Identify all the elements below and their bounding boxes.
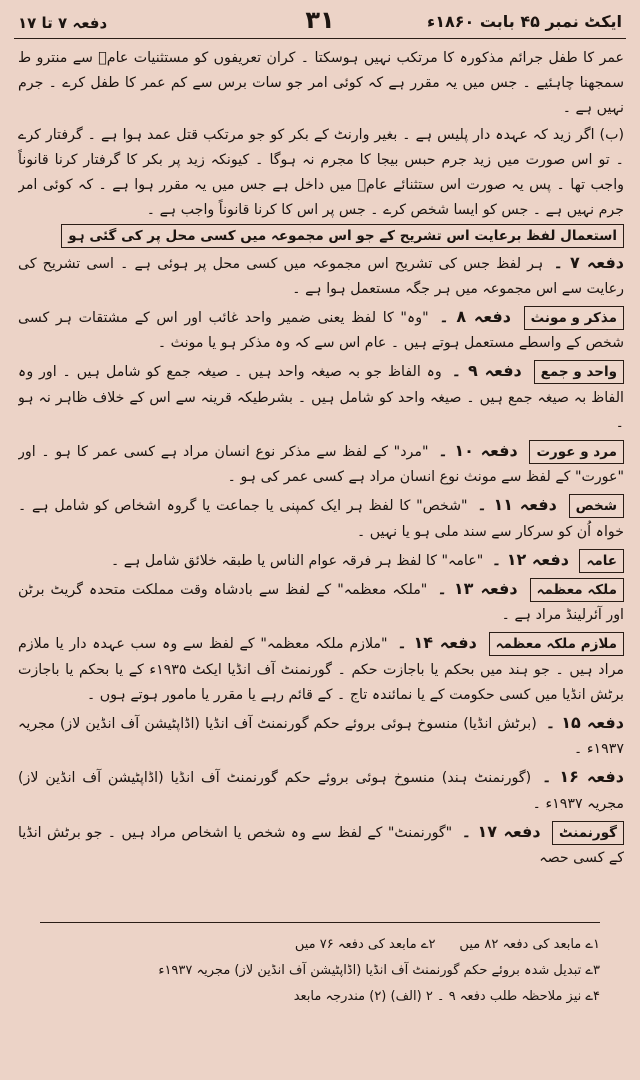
section-number: دفعہ ۱۳ ۔ xyxy=(437,579,518,599)
section-text: (گورنمنٹ ہند) منسوخ ہوئی بروئے حکم گورنمنٹ آف انڈیا (اڈاپٹیشن آف انڈین لاز) مجریہ ۱۹۳۷ء ۔ xyxy=(18,770,624,812)
section-label: ملکہ معظمہ xyxy=(530,578,624,602)
footnote-row xyxy=(40,932,600,958)
section-number: دفعہ ۱۱ ۔ xyxy=(477,495,557,515)
footnote: ۳ے تبدیل شدہ بروئے حکم گورنمنٹ آف انڈیا (اڈاپٹیشن آف انڈین لاز) مجریہ ۱۹۳۷ء xyxy=(158,963,600,978)
section-text: "ملکہ معظمہ" کے لفظ سے بادشاہ وقت مملکت متحدہ گریٹ برٹن اور آئرلینڈ مراد ہے ۔ xyxy=(18,582,624,624)
section-text: "وہ" کا لفظ یعنی ضمیر واحد غائب اور اس کے مشتقات ہر کسی شخص کے واسطے مستعمل ہوتے ہیں ۔ عام اس سے کہ وہ مذکر ہو یا مونث ۔ xyxy=(18,310,624,352)
section-number: دفعہ ۱۰ ۔ xyxy=(438,441,518,461)
section-label: شخص xyxy=(569,494,624,518)
section-label: مرد و عورت xyxy=(529,440,624,464)
section-label: استعمال لفظ برعایت اس تشریح کے جو اس مجموعہ میں کسی محل پر کی گئی ہو xyxy=(61,224,624,248)
section-number: دفعہ ۱۵ ۔ xyxy=(545,713,624,733)
section-text: "عامہ" کا لفظ ہر فرقہ عوام الناس یا طبقہ خلائق شامل ہے ۔ xyxy=(110,552,484,569)
section-9 xyxy=(18,358,624,436)
section-range: دفعہ ۷ تا ۱۷ xyxy=(18,14,108,32)
section-12 xyxy=(18,547,624,574)
section-text: "شخص" کا لفظ ہر ایک کمپنی یا جماعت یا گروہ اشخاص کو شامل ہے ۔ خواہ اُن کو سرکار سے سند ملی ہو یا نہیں ۔ xyxy=(18,498,624,540)
header-divider xyxy=(14,38,626,39)
act-title: ایکٹ نمبر ۴۵ بابت ۱۸۶۰ء xyxy=(427,12,622,31)
section-7 xyxy=(18,224,624,302)
page-header xyxy=(14,8,626,38)
section-text: "ملازم ملکہ معظمہ" کے لفظ سے وہ سب عہدہ دار یا ملازم مراد ہیں ۔ جو ہند میں بحکم یا باجازت حکم ۔ گورنمنٹ آف انڈیا ایکٹ ۱۹۳۵ء کے یا بحکم یا باجازت برٹش انڈیا میں کسی حکومت کے یا نمائندہ تاج ۔ کے قائم رہے یا مقرر یا مامور ہوتے ہوں ۔ xyxy=(18,636,624,703)
section-number: دفعہ ۸ ۔ xyxy=(439,307,511,327)
section-13 xyxy=(18,576,624,628)
footnote: ۱ے مابعد کی دفعہ ۸۲ میں xyxy=(459,937,600,952)
page-number: ۳۱ xyxy=(305,6,335,34)
body-text xyxy=(18,46,624,906)
section-10 xyxy=(18,438,624,490)
section-text: وہ الفاظ جو بہ صیغہ واحد ہیں ۔ صیغہ جمع کو شامل ہیں ۔ اور وہ الفاظ بہ صیغہ جمع ہیں ۔ صیغہ واحد کو شامل ہیں ۔ بشرطیکہ قرینہ سے اس کے خلاف ظاہر نہ ہو ۔ xyxy=(18,364,624,431)
section-label: واحد و جمع xyxy=(534,360,624,384)
section-label: گورنمنٹ xyxy=(552,821,624,845)
section-number: دفعہ ۱۶ ۔ xyxy=(542,767,624,787)
section-label: مذکر و مونث xyxy=(524,306,624,330)
section-15 xyxy=(18,710,624,762)
footnote-divider xyxy=(40,922,600,923)
section-8 xyxy=(18,304,624,356)
section-14 xyxy=(18,630,624,708)
section-number: دفعہ ۷ ۔ xyxy=(553,252,624,272)
footnote: ۲ے مابعد کی دفعہ ۷۶ میں xyxy=(294,937,436,952)
section-label: ملازم ملکہ معظمہ xyxy=(489,632,624,656)
footnotes xyxy=(40,932,600,1062)
footnote: ۴ے نیز ملاحظہ طلب دفعہ ۹ ۔ ۲ (الف) (۲) مندرجہ مابعد xyxy=(293,989,600,1004)
section-number: دفعہ ۱۷ ۔ xyxy=(461,821,541,841)
paragraph: عمر کا طفل جرائم مذکورہ کا مرتکب نہیں ہوسکتا ۔ کران تعریفوں کو مستثنیات عامؓ سے منترو ط سمجھنا چاہئیے ۔ جس میں یہ مقرر ہے کہ کوئی امر جو سات برس سے کم عمر کا طفل کرے ۔ جرم نہیں ہے ۔ xyxy=(18,50,624,117)
section-label: عامہ xyxy=(579,549,624,573)
section-16 xyxy=(18,764,624,816)
paragraph: (ب) اگر زید کہ عہدہ دار پلیس ہے ۔ بغیر وارنٹ کے بکر کو جو مرتکب قتل عمد ہوا ہے ۔ گرفتار کرے ۔ تو اس صورت میں زید جرم حبس بیجا کا مجرم نہ ہوگا ۔ کیونکہ زید پر بکر کا گرفتار کرنا قانوناً واجب تھا ۔ پس یہ صورت اس ستثنائے عامؓ میں داخل ہے جس میں یہ مقرر ہوا ہے ۔ کہ کوئی امر جرم نہیں ہے ۔ جس کو ایسا شخص کرے ۔ جس پر اس کا کرنا قانوناً واجب ہے ۔ xyxy=(18,126,624,219)
section-text: ہر لفظ جس کی تشریح اس مجموعہ میں کسی محل پر ہوئی ہے ۔ اسی تشریح کی رعایت سے اس مجموعہ میں ہر جگہ مستعمل ہوا ہے ۔ xyxy=(18,255,624,297)
section-text: "مرد" کے لفظ سے مذکر نوع انسان مراد ہے کسی عمر کا ہو ۔ اور "عورت" کے لفظ سے مونث نوع انسان مراد ہے کسی عمر کی ہو ۔ xyxy=(18,444,624,486)
section-number: دفعہ ۱۲ ۔ xyxy=(491,549,569,569)
section-text: "گورنمنٹ" کے لفظ سے وہ شخص یا اشخاص مراد ہیں ۔ جو برٹش انڈیا کے کسی حصہ xyxy=(18,824,624,867)
section-number: دفعہ ۱۴ ۔ xyxy=(397,633,477,653)
section-11 xyxy=(18,492,624,544)
section-17 xyxy=(18,819,624,871)
section-text: (برٹش انڈیا) منسوخ ہوئی بروئے حکم گورنمنٹ آف انڈیا (اڈاپٹیشن آف انڈین لاز) مجریہ ۱۹۳۷ء ۔ xyxy=(18,716,624,758)
section-number: دفعہ ۹ ۔ xyxy=(451,361,522,381)
